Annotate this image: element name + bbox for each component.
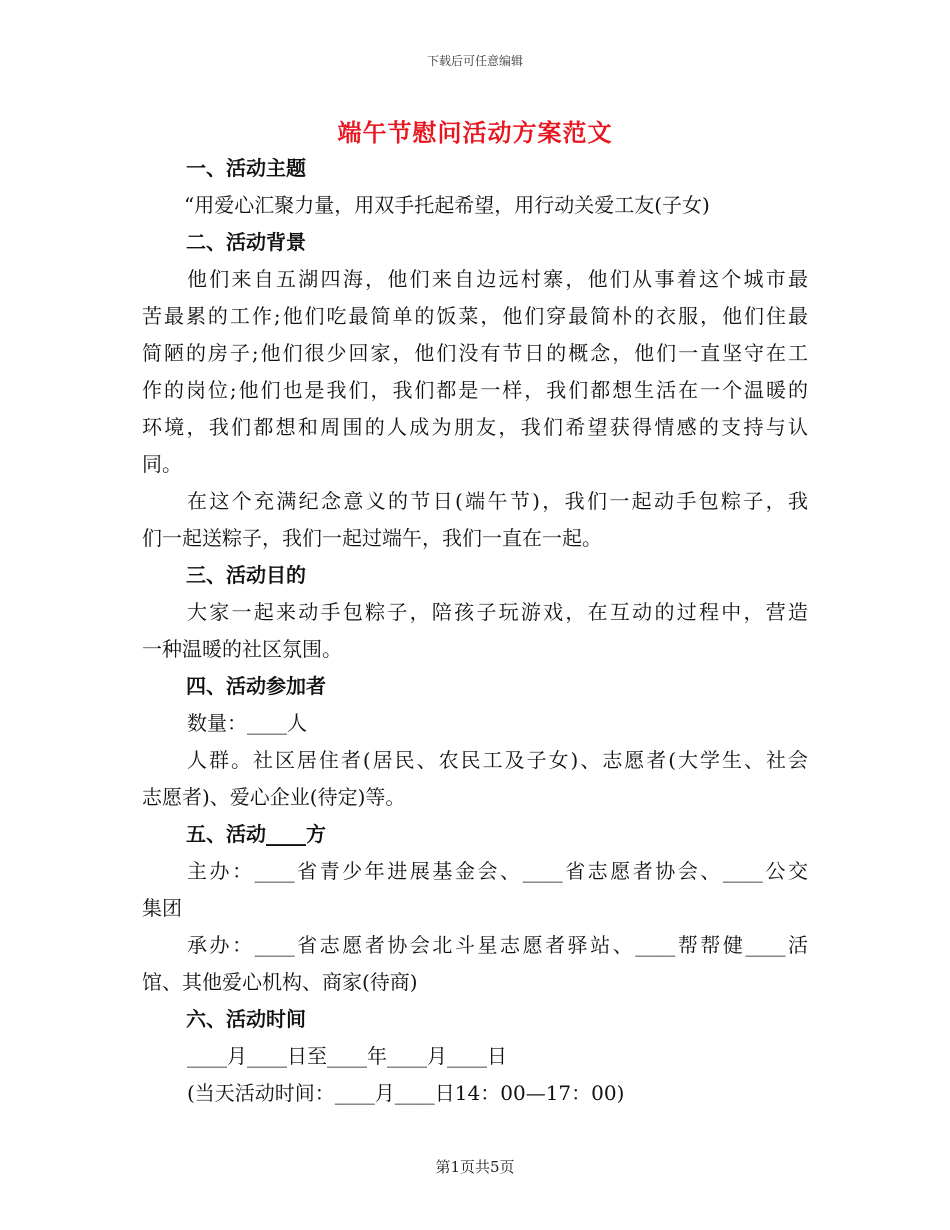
paragraph-line: 主办：____省青少年进展基金会、____省志愿者协会、____公交 (187, 859, 808, 883)
paragraph-line: 简陋的房子;他们很少回家，他们没有节日的概念，他们一直坚守在工 (142, 341, 808, 365)
paragraph-line: 集团 (142, 896, 182, 920)
paragraph-line: 苦最累的工作;他们吃最简单的饭菜，他们穿最简朴的衣服，他们住最 (142, 304, 808, 328)
paragraph-line: 馆、其他爱心机构、商家(待商) (142, 970, 418, 994)
participant-crowd (142, 742, 808, 816)
section-heading-time: 六、活动时间 (186, 1007, 306, 1031)
page-footer-number: 第1页共5页 (435, 1158, 515, 1176)
background-paragraph-2 (142, 483, 808, 557)
purpose-paragraph (142, 594, 808, 668)
host-paragraph (142, 853, 808, 927)
paragraph-line: 一种温暖的社区氛围。 (142, 637, 342, 661)
section-heading-purpose: 三、活动目的 (186, 563, 306, 587)
paragraph-line: 在这个充满纪念意义的节日(端午节)，我们一起动手包粽子，我 (187, 489, 808, 513)
day-time: (当天活动时间：____月____日14：00—17：00) (187, 1081, 625, 1105)
background-paragraph-1 (142, 261, 808, 483)
section-heading-theme: 一、活动主题 (186, 156, 306, 180)
paragraph-line: 同。 (142, 452, 182, 476)
theme-text: “用爱心汇聚力量，用双手托起希望，用行动关爱工友(子女) (184, 193, 710, 217)
paragraph-line: 环境，我们都想和周围的人成为朋友，我们希望获得情感的支持与认 (142, 415, 808, 439)
paragraph-line: 作的岗位;他们也是我们，我们都是一样，我们都想生活在一个温暖的 (142, 378, 808, 402)
document-body (142, 150, 808, 1112)
section-heading-background: 二、活动背景 (186, 230, 306, 254)
paragraph-line: 志愿者)、爱心企业(待定)等。 (142, 785, 406, 809)
document-title: 端午节慰问活动方案范文 (337, 119, 613, 147)
paragraph-line: 他们来自五湖四海，他们来自边远村寨，他们从事着这个城市最 (187, 267, 808, 291)
paragraph-line: 们一起送粽子，我们一起过端午，我们一直在一起。 (142, 526, 602, 550)
paragraph-line: 大家一起来动手包粽子，陪孩子玩游戏，在互动的过程中，营造 (187, 600, 808, 624)
participant-count: 数量：____人 (187, 711, 307, 735)
paragraph-line: 人群。社区居住者(居民、农民工及子女)、志愿者(大学生、社会 (187, 748, 808, 772)
section-heading-participants: 四、活动参加者 (186, 674, 326, 698)
date-range: ____月____日至____年____月____日 (187, 1044, 507, 1068)
page-header-note: 下载后可任意编辑 (426, 54, 523, 68)
organizer-paragraph (142, 927, 808, 1001)
section-heading-organizers: 五、活动____方 (186, 822, 326, 846)
paragraph-line: 承办：____省志愿者协会北斗星志愿者驿站、____帮帮健____活 (187, 933, 808, 957)
